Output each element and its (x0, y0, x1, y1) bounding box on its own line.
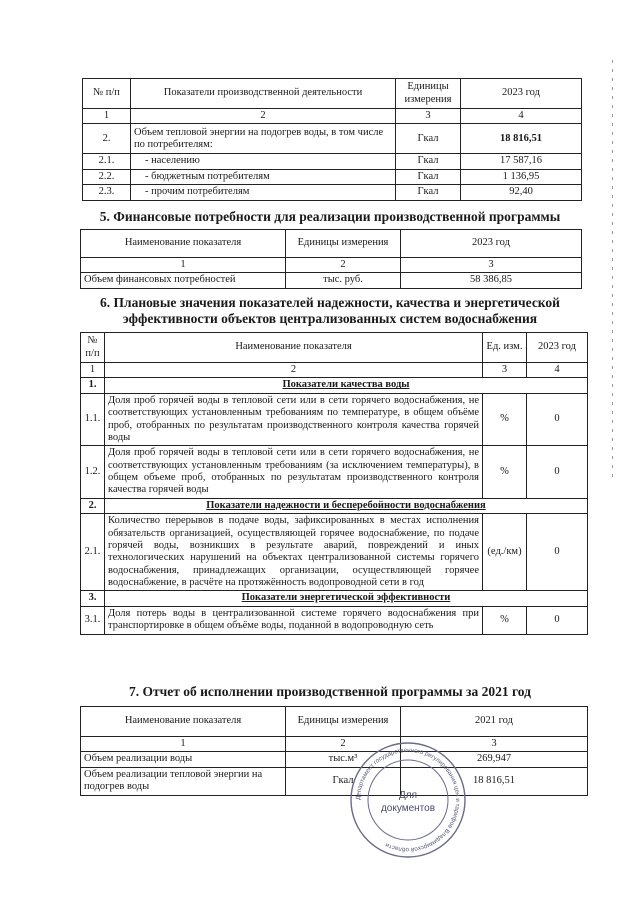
group-title: Показатели надежности и бесперебойности водоснабжения (105, 498, 588, 513)
table-row (83, 169, 582, 184)
row-text: Количество перерывов в подаче воды, зафиксированных в местах исполнения обязательств организацией, осуществляющей горячее водоснабжение, по подаче горячей воды, возникших в результате аварий, повреждений и иных технологических нарушений на объектах централизованной системы горячего водоснабжения, принадлежащих организации, осуществляющей горячее водоснабжение, в расчёте на протяжённость водопроводной сети в год (105, 514, 483, 591)
row-value: 92,40 (461, 185, 582, 200)
row-value: 0 (527, 393, 588, 446)
row-name: - прочим потребителям (131, 185, 396, 200)
index-cell: 2 (105, 363, 483, 378)
row-name: Объем финансовых потребностей (81, 273, 286, 288)
index-row (81, 258, 582, 273)
index-cell: 3 (483, 363, 527, 378)
index-cell: 3 (396, 109, 461, 124)
index-row (81, 737, 588, 752)
table-row (83, 185, 582, 200)
row-text: Доля потерь воды в централизованной системе горячего водоснабжения при транспортировке в общем объёме воды, поданной в водопроводную сеть (105, 606, 483, 634)
group-title: Показатели энергетической эффективности (105, 591, 588, 606)
table-row (81, 393, 588, 446)
index-cell: 1 (81, 258, 286, 273)
group-num: 1. (81, 378, 105, 393)
stamp-center-line2: документов (380, 803, 436, 814)
index-cell: 1 (81, 737, 286, 752)
row-unit: Гкал (396, 154, 461, 169)
row-unit: Гкал (396, 185, 461, 200)
table-row (81, 446, 588, 499)
index-cell: 2 (286, 737, 401, 752)
row-unit: % (483, 393, 527, 446)
row-num: 2. (83, 124, 131, 154)
row-name: - населению (131, 154, 396, 169)
table-header-row (81, 333, 588, 363)
row-value: 17 587,16 (461, 154, 582, 169)
header-name: Наименование показателя (81, 707, 286, 737)
header-year: 2023 год (461, 79, 582, 109)
header-unit: Ед. изм. (483, 333, 527, 363)
row-name: - бюджетным потребителям (131, 169, 396, 184)
table-header-row (83, 79, 582, 109)
index-cell: 4 (527, 363, 588, 378)
row-unit: Гкал (396, 124, 461, 154)
finance-table (80, 229, 582, 289)
row-num: 1.1. (81, 393, 105, 446)
stamp-ring-textpath: Департамент государственного регулирования цен и тарифов Владимирской области (354, 746, 462, 854)
table-header-row (81, 707, 588, 737)
group-num: 2. (81, 498, 105, 513)
row-name: Объем реализации воды (81, 752, 286, 767)
header-name: Наименование показателя (105, 333, 483, 363)
header-num: № п/п (83, 79, 131, 109)
row-value: 0 (527, 606, 588, 634)
table-row (81, 606, 588, 634)
row-num: 2.1. (81, 514, 105, 591)
row-name: Объем тепловой энергии на подогрев воды, в том числе по потребителям: (131, 124, 396, 154)
row-num: 2.3. (83, 185, 131, 200)
section6-title-line1: 6. Плановые значения показателей надежности, качества и энергетической (100, 295, 560, 310)
row-unit: тыс.м³ (286, 752, 401, 767)
index-cell: 1 (81, 363, 105, 378)
row-unit: % (483, 446, 527, 499)
section5-title: 5. Финансовые потребности для реализации производственной программы (99, 209, 561, 224)
row-value: 58 386,85 (401, 273, 582, 288)
header-year: 2023 год (527, 333, 588, 363)
index-cell: 3 (401, 258, 582, 273)
row-unit: (ед./км) (483, 514, 527, 591)
table-row (81, 514, 588, 591)
row-value: 0 (527, 514, 588, 591)
row-num: 2.2. (83, 169, 131, 184)
row-unit: Гкал (396, 169, 461, 184)
header-name: Наименование показателя (81, 230, 286, 258)
reliability-table (80, 332, 588, 635)
row-value: 269,947 (401, 752, 588, 767)
index-cell: 3 (401, 737, 588, 752)
row-text: Доля проб горячей воды в тепловой сети или в сети горячего водоснабжения, не соответствующих установленным требованиям (за исключением температуры), в общем объеме проб, отобранных по результатам производственного контроля качества горячей воды (105, 446, 483, 499)
group-row (81, 591, 588, 606)
table-header-row (81, 230, 582, 258)
row-value: 1 136,95 (461, 169, 582, 184)
table-row (81, 273, 582, 288)
group-num: 3. (81, 591, 105, 606)
scan-edge-mark (612, 60, 613, 480)
row-num: 1.2. (81, 446, 105, 499)
index-row (83, 109, 582, 124)
section7-title: 7. Отчет об исполнении производственной программы за 2021 год (129, 684, 531, 699)
row-value: 0 (527, 446, 588, 499)
index-cell: 2 (131, 109, 396, 124)
row-num: 3.1. (81, 606, 105, 634)
index-cell: 4 (461, 109, 582, 124)
report-table (80, 706, 588, 796)
header-year: 2021 год (401, 707, 588, 737)
row-value: 18 816,51 (401, 767, 588, 795)
section6-title-line2: эффективности объектов централизованных систем водоснабжения (122, 311, 538, 327)
row-num: 2.1. (83, 154, 131, 169)
row-unit: % (483, 606, 527, 634)
row-unit: Гкал (286, 767, 401, 795)
production-table (82, 78, 582, 201)
header-unit: Единицы измерения (286, 707, 401, 737)
header-unit: Единицы измерения (286, 230, 401, 258)
header-unit: Единицы измерения (396, 79, 461, 109)
table-row (83, 154, 582, 169)
header-indicator: Показатели производственной деятельности (131, 79, 396, 109)
header-year: 2023 год (401, 230, 582, 258)
section6-title (70, 295, 590, 327)
table-row (83, 124, 582, 154)
group-title: Показатели качества воды (105, 378, 588, 393)
row-name: Объем реализации тепловой энергии на подогрев воды (81, 767, 286, 795)
group-row (81, 378, 588, 393)
row-text: Доля проб горячей воды в тепловой сети или в сети горячего водоснабжения, не соответствующих установленным требованиям по температуре, в общем объёме проб, отобранных по результатам производственного контроля качества горячей воды (105, 393, 483, 446)
index-row (81, 363, 588, 378)
table-row (81, 767, 588, 795)
official-stamp (348, 740, 468, 860)
group-row (81, 498, 588, 513)
index-cell: 2 (286, 258, 401, 273)
stamp-center-line1: Для (398, 790, 418, 801)
header-num: № п/п (81, 333, 105, 363)
row-unit: тыс. руб. (286, 273, 401, 288)
row-value: 18 816,51 (461, 124, 582, 154)
index-cell: 1 (83, 109, 131, 124)
table-row (81, 752, 588, 767)
